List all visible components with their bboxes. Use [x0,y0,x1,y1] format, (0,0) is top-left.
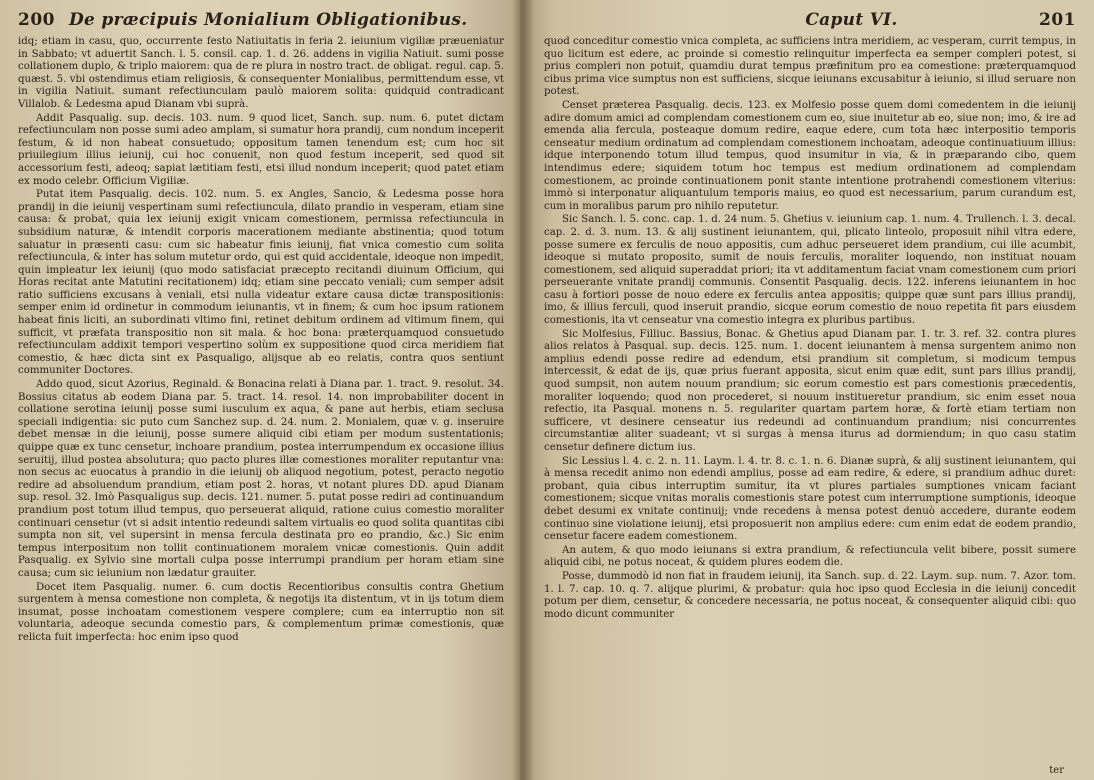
paragraph: idq; etiam in casu, quo, occurrente festo Natiuitatis in feria 2. ieiunium vigiliæ præueniatur in Sabbato; vt aduertit Sanch. l. 5. consil. cap. 1. d. 26. addens in vigilia Natiuit. sumi posse collationem duplo, & triplo maiorem: qua de re plura in nostro tract. de obligat. regul. cap. 5. quæst. 5. vbi ostendimus etiam religiosis, & consequenter Monialibus, permittendum esse, vt in vigilia Natiuit. sumant refectiunculam paulò maiorem solita: quidquid contradicant Villalob. & Ledesma apud Dianam vbi suprà. [18,36,504,110]
paragraph: Sic Sanch. l. 5. conc. cap. 1. d. 24 num. 5. Ghetius v. ieiunium cap. 1. num. 4. Trullench. l. 3. decal. cap. 2. d. 3. num. 13. & alij sustinent ieiunantem, qui, plicato linteolo, proposuit nihil vltra edere, posse sumere ex ferculis de nouo appositis, cum adhuc perseueret idem prandium, cui ille acumbit, ideoque si mutato proposito, sumit de nouis ferculis, moraliter loquendo, non instituat nouam comestionem, sed aliquid superaddat priori; ita vt additamentum faciat vnam comestionem cum priori perseuerante vnitate prandij communis. Consentit Pasqualig. decis. 122. inferens ieiunantem in hoc casu à fortiori posse de nouo edere ex ferculis antea appositis; quippe quæ sunt pars illius prandij, imo, & illius ferculi, quod inseruit prandio, sicque eorum comestio de nouo repetita fit pars eiusdem comestionis, ita vt censeatur vna comestio integra ex pluribus partibus. [544,214,1076,327]
left-page-number: 200 [18,10,55,30]
right-page [520,0,1094,780]
left-page [0,0,520,780]
left-page-header [18,10,504,32]
paragraph: Sic Lessius l. 4. c. 2. n. 11. Laym. l. 4. tr. 8. c. 1. n. 6. Dianæ suprà, & alij sustinent ieiunantem, qui à mensa recedit animo non edendi amplius, posse ad eam redire, & edere, si prandium adhuc duret: probant, quia cibus interruptim sumitur, ita vt plures partiales sumptiones vnicam faciant comestionem; sicque vnitas moralis comestionis stare potest cum interrumptione sumptionis, ideoque debet desumi ex vnitate continuij; vnde recedens à mensa potest denuò accedere, durante eodem continuo sine violatione ieiunij, etsi proposuerit non amplius edere: cum enim edat de eodem prandio, censetur facere eadem comestionem. [544,455,1076,543]
paragraph: Sic Molfesius, Filliuc. Bassius, Bonac. & Ghetius apud Dianam par. 1. tr. 3. ref. 32. contra plures alios relatos à Pasqual. sup. decis. 125. num. 1. docent ieiunantem à mensa surgentem animo non amplius edendi posse redire ad edendum, etsi prandium sit completum, si modicum tempus intercessit, & edat de ijs, quæ prius fuerant apposita, sicut enim quæ edit, sunt pars illius prandij, quod sumpsit, non autem nouum prandium; sic eorum comestio est pars comestionis præcedentis, moraliter loquendo; quod non procederet, si nouum institueretur prandium, sic enim esset noua refectio, ita Pasqual. monens n. 5. regulariter quartam partem horæ, & fortè etiam tertiam non sufficere, vt desinere censeatur ius redeundi ad continuandum prandium; nisi concurrentes circumstantiæ aliter suadeant; vt si surgas à mensa iturus ad dormiendum; in quo casu statim censetur definere dictum ius. [544,328,1076,453]
right-page-number: 201 [1039,10,1076,30]
paragraph: Docet item Pasqualig. numer. 6. cum doctis Recentioribus consultis contra Ghetium surgentem à mensa comestione non completa, & negotijs ita distentum, vt in ijs totum diem insumat, posse inchoatam comestionem vespere complere; cum ea interruptio non sit voluntaria, adeoque secunda comestio pars, & complementum primæ comestionis, quæ relicta fuit imperfecta: hoc enim ipso quod [18,581,504,643]
paragraph: Posse, dummodò id non fiat in fraudem ieiunij, ita Sanch. sup. d. 22. Laym. sup. num. 7. Azor. tom. 1. l. 7. cap. 10. q. 7. alijque plurimi, & probatur: quia hoc ipso quod Ecclesia in die ieiunij concedit potum per diem, censetur, & concedere necessaria, ne potus noceat, & consequenter aliquid cibi: quo modo dicunt communiter [544,570,1076,620]
paragraph: Putat item Pasqualig. decis. 102. num. 5. ex Angles, Sancio, & Ledesma posse hora prandij in die ieiunij vespertinam sumi refectiuncula, dilato prandio in vesperam, etiam sine causa: & probat, quia lex ieiunij exigit vnicam comestionem, permissa refectiuncula in subsidium naturæ, & intendit corporis macerationem mediante abstinentia; quod totum saluatur in præsenti casu: cum sic habeatur finis ieiunij, fiat vnica comestio cum solita refectiuncula, & inter has solum mutetur ordo, qui est quid accidentale, ideoque non impedit, quin impleatur lex ieiunij (quo modo satisfaciat præcepto recitandi diuinum Officium, qui Horas recitat ante Matutini recitationem) idq; etiam sine peccato veniali; cum semper adsit ratio sufficiens excusans à veniali, etsi nulla videatur extare causa dictæ transpositionis: semper enim id ordinetur in commodum ieiunantis, vt in finem; & cum hoc ipsum rationem habeat finis liciti, an subordinati vltimo fini, retinet debitum ordinem ad vltimum finem, qui sufficit, vt præfata transpositio non sit mala. & hoc bona: præterquamquod consuetudo refectiunculam addixit tempori vespertino solùm ex suppositione quod circa meridiem fiat comestio, & hæc dicta sint ex Pasqualigo, alijsque ab eo relatis, contra quos sentiunt communiter Doctores. [18,189,504,377]
paragraph: Censet præterea Pasqualig. decis. 123. ex Molfesio posse quem domi comedentem in die ieiunij adire domum amici ad complendam comestionem cum eo, siue inuitetur ab eo, siue non; imo, & ire ad emenda alia fercula, posteaque domum redire, eaque edere, cum tota hæc interpositio temporis censeatur medium ordinatum ad complendam comestionem inchoatam, adeoque continuatiuum illius: idque interponendo totum illud tempus, quod insumitur in via, & in præparando cibo, quem intendimus edere; siquidem totum hoc tempus est medium ordinationem ad complendam comestionem, ac proinde continuationem ponit stante intentione protrahendi comestionem vlterius: immò si interponatur aliquantulum temporis maius, eo quod est necessarium, parum curandum est, cum in moralibus parum pro nihilo reputetur. [544,99,1076,212]
left-page-body [18,36,504,645]
right-page-header [544,10,1076,32]
paragraph: An autem, & quo modo ieiunans si extra prandium, & refectiuncula velit bibere, possit sumere aliquid cibi, ne potus noceat, & quidem plures eodem die. [544,544,1076,569]
right-running-title: Caput VI. [805,10,898,30]
catchword: ter [1049,765,1064,776]
paragraph: quod conceditur comestio vnica completa, ac sufficiens intra meridiem, ac vesperam, currit tempus, in quo licitum est edere, ac proinde si comestio relinquitur imperfecta ea semper compleri potest, si prius compleri non potuit, quamdiu durat tempus præfinitum pro ea comestione: præterquamquod cibus prima vice sumptus non est sufficiens, sicque ieiunans excusabitur à ieiunio, si illud seruare non potest. [544,36,1076,98]
left-running-title: De præcipuis Monialium Obligationibus. [69,10,468,30]
right-page-body [544,36,1076,621]
paragraph: Addo quod, sicut Azorius, Reginald. & Bonacina relati à Diana par. 1. tract. 9. resolut. 34. Bossius citatus ab eodem Diana par. 5. tract. 14. resol. 14. non improbabiliter docent in collatione serotina ieiunij posse sumi iusculum ex aqua, & pane aut herbis, etiam seclusa speciali indigentia: sic puto cum Sanchez sup. d. 24. num. 2. Monialem, quæ v. g. inseruire debet mensæ in die ieiunij, posse sumere aliquid cibi etiam per modum sustentationis; quippe quæ ex tunc censetur, inchoare prandium, postea interrumpendum ex occasione illius seruitij, illud postea absolutura; quo pacto plures illæ comestiones moraliter reputantur vna: non secus ac euocatus à prandio in die ieiunij ob aliquod negotium, potest, peracto negotio redire ad absoluendum prandium, etiam post 2. horas, vt notant plures DD. apud Dianam sup. resol. 32. Imò Pasqualigus sup. decis. 121. numer. 5. putat posse rediri ad continuandum prandium post totum illud tempus, quo perseuerat aliquid, ratione cuius comestio moraliter continuari censetur (vt si adsit intentio redeundi saltem virtualis eo quod solita quantitas cibi sumpta non sit, vel supersint in mensa fercula destinata pro eo prandio, &c.) Sic enim tempus interpositum non tollit continuationem moralem vnicæ comestionis. Quin addit Pasqualig. ex Sylvio sine mortali culpa posse interrumpi prandium per horam etiam sine causa; cum sic ieiunium non lædatur grauiter. [18,379,504,579]
paragraph: Addit Pasqualig. sup. decis. 103. num. 9 quod licet, Sanch. sup. num. 6. putet dictam refectiunculam non posse sumi adeo amplam, si sumatur hora prandij, cum nondum inceperit festum, & id non habeat consuetudo; oppositum tamen tenendum est; cum hoc sit priuilegium illius ieiunij, cui hoc conuenit, non quod festum inceperit, sed quod sit accessorium festi, adeoq; sapiat lætitiam festi, etsi illud nondum inceperit; quod patet etiam ex modo celebr. Officium Vigiliæ. [18,112,504,187]
